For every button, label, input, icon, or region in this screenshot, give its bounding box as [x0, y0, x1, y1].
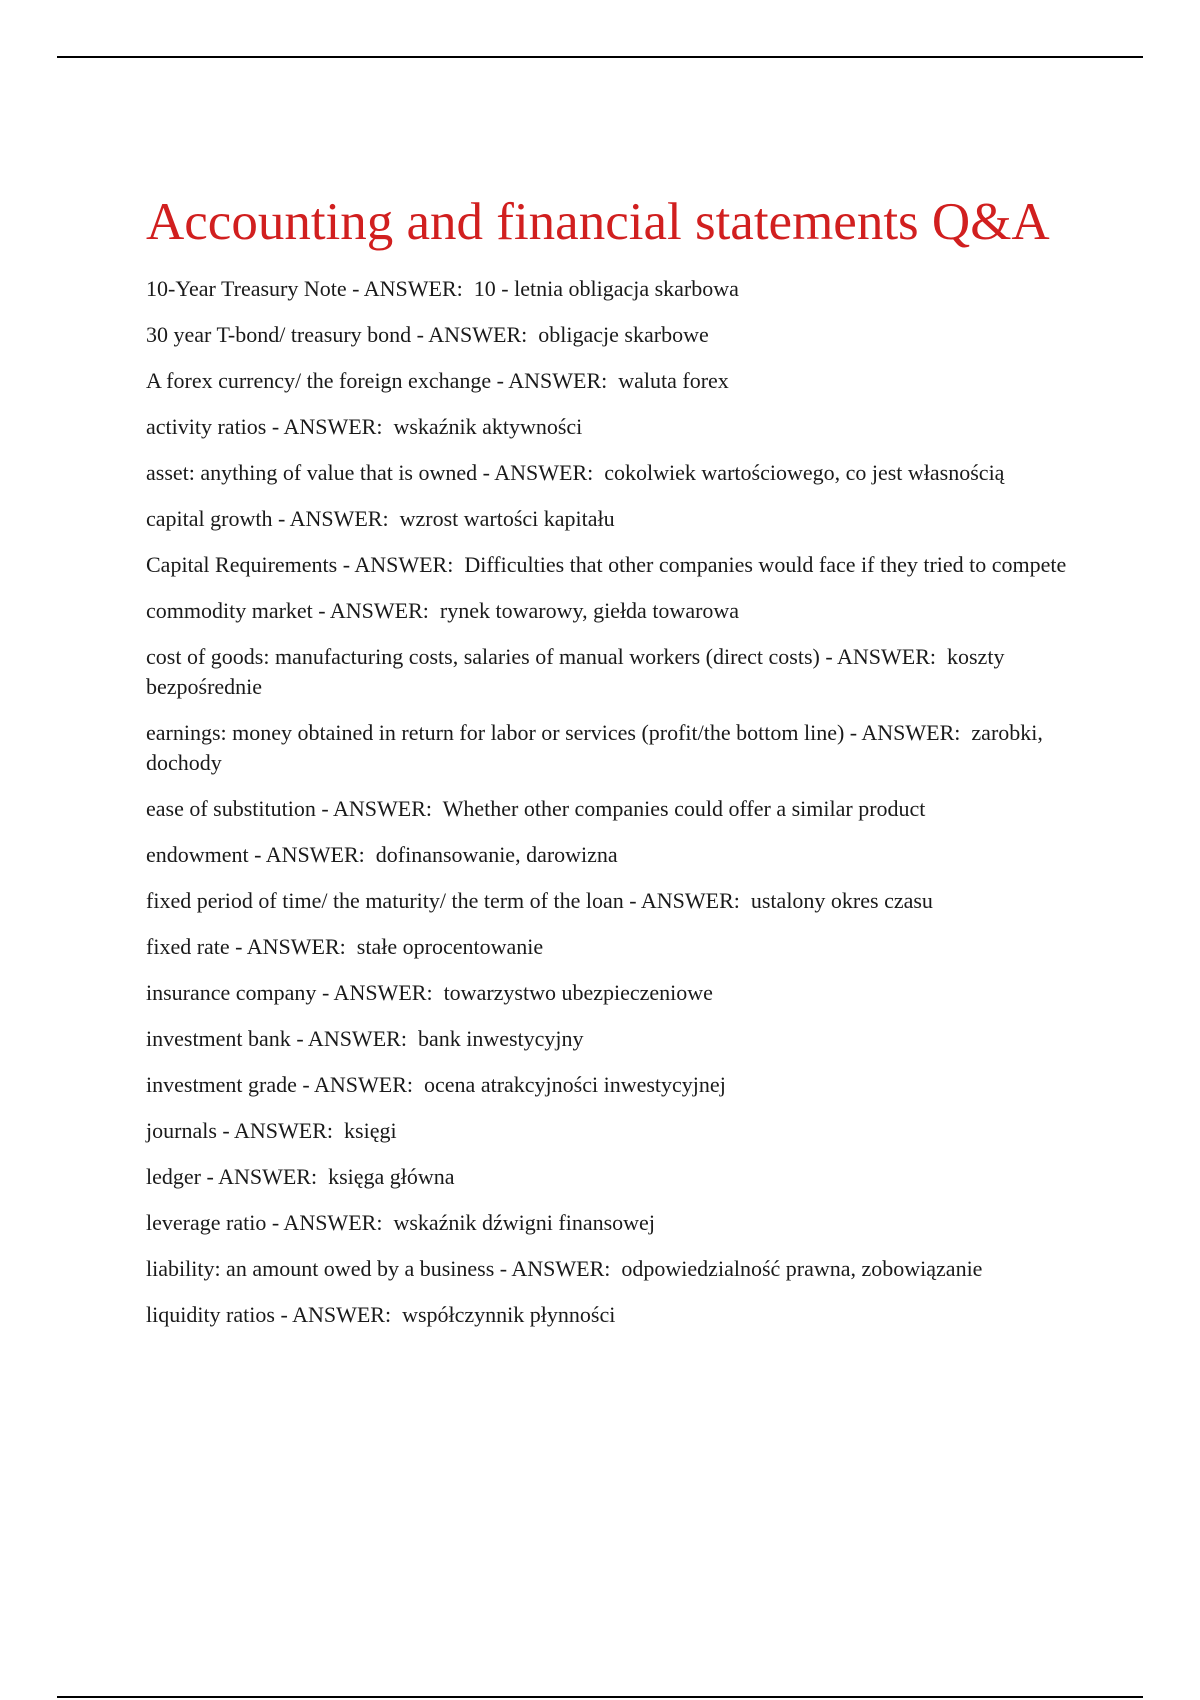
- qa-item: [146, 550, 1086, 580]
- qa-term: activity ratios: [146, 414, 267, 439]
- qa-separator: - ANSWER:: [491, 368, 619, 393]
- qa-separator: - ANSWER:: [290, 1026, 418, 1051]
- qa-item: [146, 274, 1086, 304]
- qa-answer: ustalony okres czasu: [750, 888, 933, 913]
- qa-answer: wzrost wartości kapitału: [399, 506, 615, 531]
- qa-item: [146, 794, 1086, 824]
- top-rule: [57, 56, 1143, 58]
- qa-term: insurance company: [146, 980, 317, 1005]
- qa-answer: wskaźnik aktywności: [393, 414, 583, 439]
- document-title: Accounting and financial statements Q&A: [146, 193, 1050, 251]
- qa-answer: zarobki, dochody: [146, 720, 1043, 775]
- qa-answer: dofinansowanie, darowizna: [375, 842, 618, 867]
- qa-separator: - ANSWER:: [844, 720, 972, 745]
- qa-separator: - ANSWER:: [266, 1210, 394, 1235]
- qa-separator: - ANSWER:: [346, 276, 474, 301]
- qa-separator: - ANSWER:: [411, 322, 539, 347]
- qa-separator: - ANSWER:: [315, 796, 443, 821]
- qa-term: Capital Requirements: [146, 552, 338, 577]
- qa-answer: Difficulties that other companies would face if they tried to compete: [464, 552, 1067, 577]
- qa-answer: Whether other companies could offer a similar product: [442, 796, 926, 821]
- qa-term: asset: anything of value that is owned: [146, 460, 478, 485]
- qa-item: [146, 978, 1086, 1008]
- qa-separator: - ANSWER:: [494, 1256, 622, 1281]
- qa-answer: cokolwiek wartościowego, co jest własnością: [604, 460, 1005, 485]
- qa-item: [146, 642, 1086, 702]
- qa-item: [146, 1116, 1086, 1146]
- qa-item: [146, 458, 1086, 488]
- qa-item: [146, 366, 1086, 396]
- qa-answer: ocena atrakcyjności inwestycyjnej: [424, 1072, 726, 1097]
- qa-separator: - ANSWER:: [266, 414, 394, 439]
- qa-item: [146, 320, 1086, 350]
- qa-term: capital growth: [146, 506, 273, 531]
- qa-item: [146, 1300, 1086, 1330]
- qa-term: fixed rate: [146, 934, 230, 959]
- qa-item: [146, 1024, 1086, 1054]
- qa-answer: towarzystwo ubezpieczeniowe: [443, 980, 713, 1005]
- qa-term: earnings: money obtained in return for labor or services (profit/the bottom line): [146, 720, 845, 745]
- qa-separator: - ANSWER:: [623, 888, 751, 913]
- qa-separator: - ANSWER:: [216, 1118, 345, 1143]
- qa-item: [146, 840, 1086, 870]
- qa-term: cost of goods: manufacturing costs, salaries of manual workers (direct costs): [146, 644, 820, 669]
- qa-separator: - ANSWER:: [200, 1164, 329, 1189]
- qa-term: liquidity ratios: [146, 1302, 275, 1327]
- qa-term: leverage ratio: [146, 1210, 267, 1235]
- qa-separator: - ANSWER:: [274, 1302, 403, 1327]
- qa-separator: - ANSWER:: [316, 980, 444, 1005]
- qa-answer: obligacje skarbowe: [538, 322, 709, 347]
- qa-term: liability: an amount owed by a business: [146, 1256, 495, 1281]
- qa-answer: 10 - letnia obligacja skarbowa: [473, 276, 739, 301]
- qa-term: fixed period of time/ the maturity/ the term of the loan: [146, 888, 624, 913]
- qa-separator: - ANSWER:: [229, 934, 357, 959]
- qa-answer: wskaźnik dźwigni finansowej: [393, 1210, 655, 1235]
- qa-term: ledger: [146, 1164, 201, 1189]
- qa-separator: - ANSWER:: [312, 598, 440, 623]
- qa-separator: - ANSWER:: [248, 842, 376, 867]
- qa-item: [146, 1208, 1086, 1238]
- qa-term: 10-Year Treasury Note: [146, 276, 347, 301]
- qa-term: investment bank: [146, 1026, 291, 1051]
- qa-answer: koszty bezpośrednie: [146, 644, 1005, 699]
- qa-item: [146, 1162, 1086, 1192]
- qa-item: [146, 1254, 1086, 1284]
- qa-separator: - ANSWER:: [337, 552, 465, 577]
- qa-term: endowment: [146, 842, 249, 867]
- qa-separator: - ANSWER:: [477, 460, 605, 485]
- qa-item: [146, 412, 1086, 442]
- qa-answer: odpowiedzialność prawna, zobowiązanie: [621, 1256, 983, 1281]
- document-body: [146, 192, 1086, 1346]
- qa-term: investment grade: [146, 1072, 297, 1097]
- qa-answer: rynek towarowy, giełda towarowa: [439, 598, 740, 623]
- qa-answer: współczynnik płynności: [402, 1302, 616, 1327]
- qa-answer: waluta forex: [618, 368, 729, 393]
- qa-item: [146, 718, 1086, 778]
- qa-term: journals: [146, 1118, 217, 1143]
- qa-term: A forex currency/ the foreign exchange: [146, 368, 492, 393]
- qa-list: [146, 274, 1086, 1330]
- qa-term: ease of substitution: [146, 796, 316, 821]
- qa-term: 30 year T-bond/ treasury bond: [146, 322, 412, 347]
- bottom-rule: [57, 1696, 1143, 1698]
- qa-separator: - ANSWER:: [296, 1072, 425, 1097]
- qa-answer: księga główna: [328, 1164, 455, 1189]
- qa-item: [146, 932, 1086, 962]
- qa-item: [146, 1070, 1086, 1100]
- qa-item: [146, 596, 1086, 626]
- qa-answer: księgi: [344, 1118, 397, 1143]
- qa-answer: stałe oprocentowanie: [356, 934, 544, 959]
- qa-item: [146, 504, 1086, 534]
- qa-item: [146, 886, 1086, 916]
- qa-separator: - ANSWER:: [272, 506, 400, 531]
- qa-term: commodity market: [146, 598, 313, 623]
- qa-answer: bank inwestycyjny: [417, 1026, 584, 1051]
- qa-separator: - ANSWER:: [819, 644, 947, 669]
